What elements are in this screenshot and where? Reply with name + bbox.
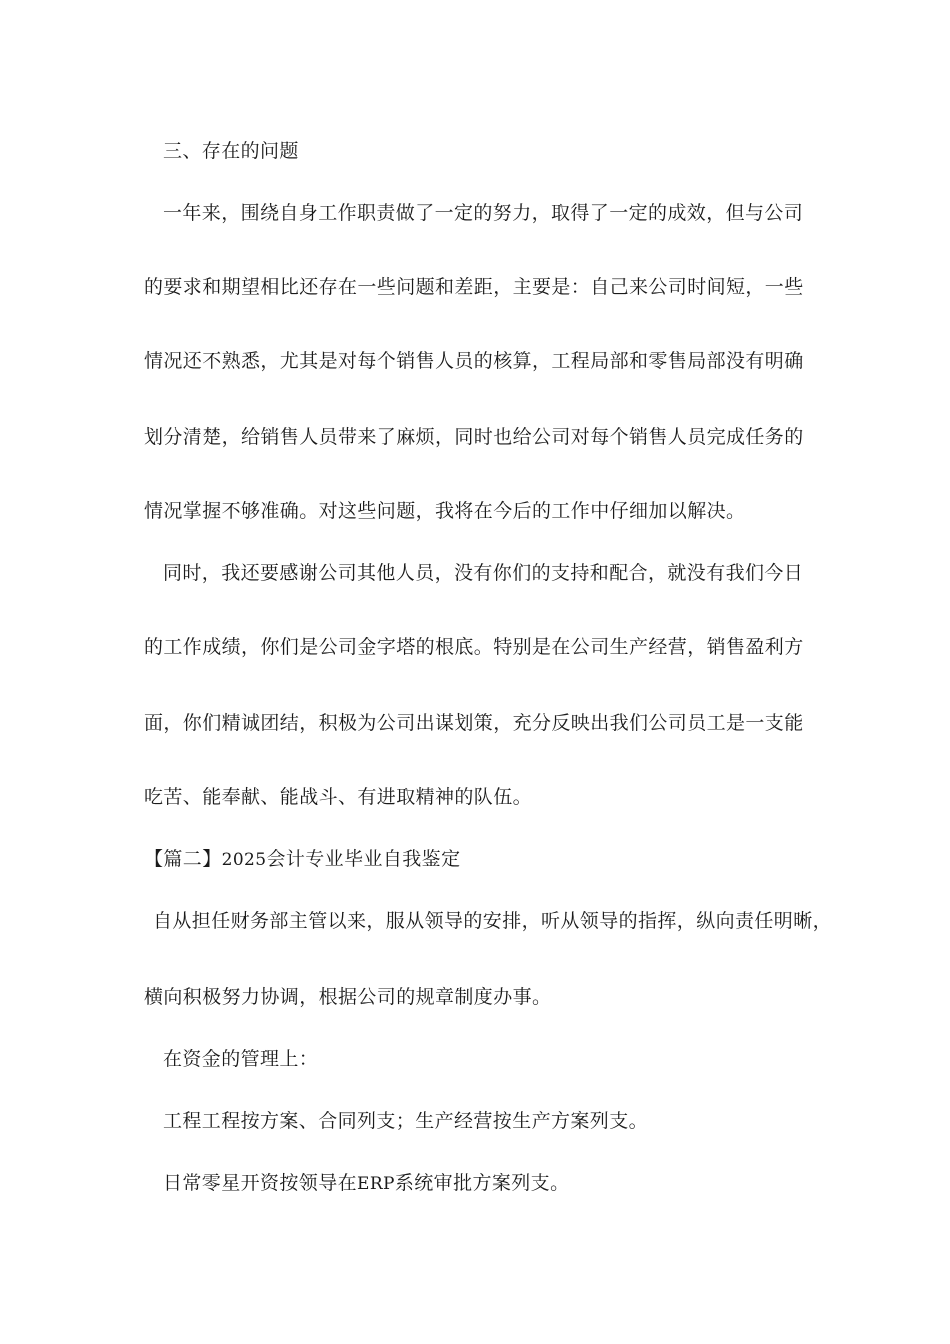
paragraph-line: 吃苦、能奉献、能战斗、有进取精神的队伍。 xyxy=(144,786,533,808)
paragraph-line: 划分清楚，给销售人员带来了麻烦，同时也给公司对每个销售人员完成任务的 xyxy=(144,426,804,448)
part-heading xyxy=(144,846,824,873)
paragraph-line: 的工作成绩，你们是公司金字塔的根底。特别是在公司生产经营，销售盈利方 xyxy=(144,636,804,658)
paragraph-line: 的要求和期望相比还存在一些问题和差距，主要是：自己来公司时间短，一些 xyxy=(144,276,804,298)
fund-item-2-erp: ERP xyxy=(357,1174,395,1194)
paragraph-line: 自从担任财务部主管以来，服从领导的安排，听从领导的指挥，纵向责任明晰， xyxy=(153,910,833,932)
fund-item-2-suffix: 系统审批方案列支。 xyxy=(394,1172,570,1194)
paragraph-line: 一年来，围绕自身工作职责做了一定的努力，取得了一定的成效，但与公司 xyxy=(163,202,804,224)
fund-management-title: 在资金的管理上： xyxy=(163,1048,319,1070)
paragraph-line: 同时，我还要感谢公司其他人员，没有你们的支持和配合，就没有我们今日 xyxy=(163,562,804,584)
section-title: 三、存在的问题 xyxy=(163,140,299,162)
fund-item-1: 工程工程按方案、合同列支；生产经营按生产方案列支。 xyxy=(163,1110,649,1132)
part-heading-year: 2025 xyxy=(221,850,267,870)
paragraph-line: 情况掌握不够准确。对这些问题，我将在今后的工作中仔细加以解决。 xyxy=(144,500,746,522)
paragraph-line: 情况还不熟悉，尤其是对每个销售人员的核算，工程局部和零售局部没有明确 xyxy=(144,350,804,372)
fund-item-2 xyxy=(163,1170,843,1197)
fund-item-2-prefix: 日常零星开资按领导在 xyxy=(163,1172,358,1194)
part-heading-suffix: 会计专业毕业自我鉴定 xyxy=(266,848,461,870)
paragraph-line: 横向积极努力协调，根据公司的规章制度办事。 xyxy=(144,986,552,1008)
paragraph-line: 面，你们精诚团结，积极为公司出谋划策，充分反映出我们公司员工是一支能 xyxy=(144,712,804,734)
part-heading-prefix: 【篇二】 xyxy=(144,848,222,870)
